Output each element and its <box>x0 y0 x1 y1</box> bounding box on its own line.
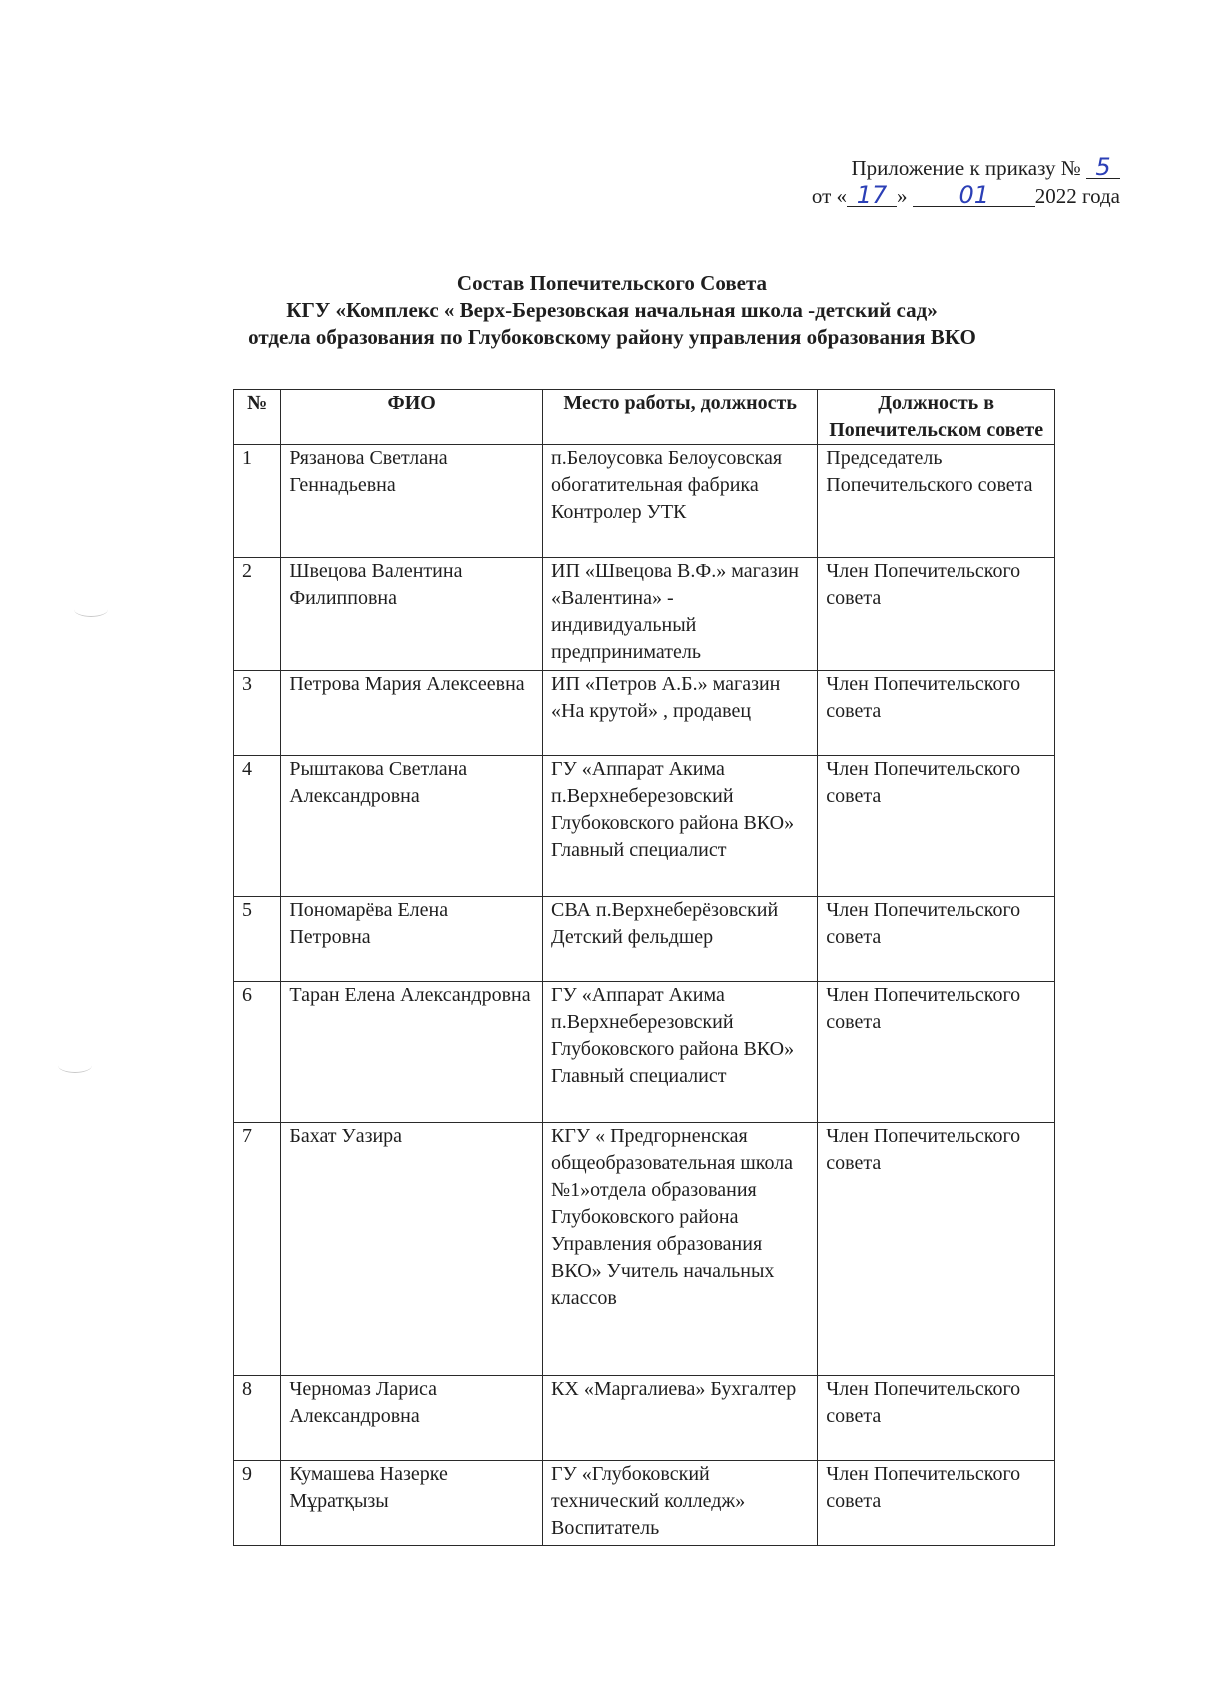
table-row <box>234 756 1055 897</box>
table-row <box>234 1123 1055 1376</box>
member-council-role: Член Попечительского совета <box>818 897 1055 982</box>
table-row <box>234 897 1055 982</box>
row-number: 2 <box>234 558 281 671</box>
header-council-role: Должность в Попечительском совете <box>818 390 1055 445</box>
row-number: 3 <box>234 671 281 756</box>
member-council-role: Член Попечительского совета <box>818 1123 1055 1376</box>
member-council-role: Член Попечительского совета <box>818 756 1055 897</box>
member-workplace: п.Белоусовка Белоусовская обогатительная фабрика Контролер УТК <box>543 445 818 558</box>
row-number: 1 <box>234 445 281 558</box>
member-workplace: ИП «Петров А.Б.» магазин «На крутой» , продавец <box>543 671 818 756</box>
row-number: 7 <box>234 1123 281 1376</box>
member-name: Рязанова Светлана Геннадьевна <box>281 445 543 558</box>
appendix-label: Приложение к приказу № <box>851 156 1081 180</box>
row-number: 9 <box>234 1461 281 1546</box>
member-council-role: Член Попечительского совета <box>818 671 1055 756</box>
member-name: Швецова Валентина Филипповна <box>281 558 543 671</box>
table-row <box>234 1461 1055 1546</box>
row-number: 8 <box>234 1376 281 1461</box>
member-workplace: КГУ « Предгорненская общеобразовательная школа №1»отдела образования Глубоковского района Управления образования ВКО» Учитель начальных классов <box>543 1123 818 1376</box>
order-number: 5 <box>1095 153 1111 181</box>
member-name: Бахат Уазира <box>281 1123 543 1376</box>
header-name: ФИО <box>281 390 543 445</box>
header-workplace: Место работы, должность <box>543 390 818 445</box>
scan-mark <box>58 1058 92 1073</box>
member-council-role: Член Попечительского совета <box>818 982 1055 1123</box>
member-workplace: ГУ «Аппарат Акима п.Верхнеберезовский Глубоковского района ВКО» Главный специалист <box>543 756 818 897</box>
title-line-1: Состав Попечительского Совета <box>456 271 768 295</box>
document-title <box>0 270 1224 351</box>
member-council-role: Член Попечительского совета <box>818 1376 1055 1461</box>
appendix-reference <box>812 154 1120 210</box>
header-number: № <box>234 390 281 445</box>
appendix-order-line <box>812 154 1120 182</box>
order-day: 17 <box>856 181 888 209</box>
member-name: Таран Елена Александровна <box>281 982 543 1123</box>
row-number: 5 <box>234 897 281 982</box>
member-name: Черномаз Лариса Александровна <box>281 1376 543 1461</box>
member-council-role: Член Попечительского совета <box>818 558 1055 671</box>
table-row <box>234 982 1055 1123</box>
member-workplace: ГУ «Глубоковский технический колледж» Воспитатель <box>543 1461 818 1546</box>
member-council-role: Председатель Попечительского совета <box>818 445 1055 558</box>
member-council-role: Член Попечительского совета <box>818 1461 1055 1546</box>
title-line-3: отдела образования по Глубоковскому району управления образования ВКО <box>248 325 976 349</box>
member-name: Кумашева Назерке Мұратқызы <box>281 1461 543 1546</box>
date-prefix: от « <box>811 184 847 208</box>
title-line-2: КГУ «Комплекс « Верх-Березовская начальная школа -детский сад» <box>286 298 938 322</box>
table-header-row <box>234 390 1055 445</box>
member-workplace: ИП «Швецова В.Ф.» магазин «Валентина» - индивидуальный предприниматель <box>543 558 818 671</box>
date-quote: » <box>897 184 908 208</box>
appendix-date-line <box>812 182 1120 210</box>
table-row <box>234 558 1055 671</box>
table-row <box>234 445 1055 558</box>
order-month: 01 <box>958 181 990 209</box>
table-row <box>234 1376 1055 1461</box>
table-row <box>234 671 1055 756</box>
member-name: Рыштакова Светлана Александровна <box>281 756 543 897</box>
order-year: 2022 года <box>1034 184 1120 208</box>
member-name: Петрова Мария Алексеевна <box>281 671 543 756</box>
member-workplace: СВА п.Верхнеберёзовский Детский фельдшер <box>543 897 818 982</box>
member-workplace: ГУ «Аппарат Акима п.Верхнеберезовский Глубоковского района ВКО» Главный специалист <box>543 982 818 1123</box>
scan-mark <box>74 602 108 617</box>
council-members-table <box>233 389 1055 1546</box>
row-number: 6 <box>234 982 281 1123</box>
row-number: 4 <box>234 756 281 897</box>
member-workplace: КХ «Маргалиева» Бухгалтер <box>543 1376 818 1461</box>
member-name: Пономарёва Елена Петровна <box>281 897 543 982</box>
